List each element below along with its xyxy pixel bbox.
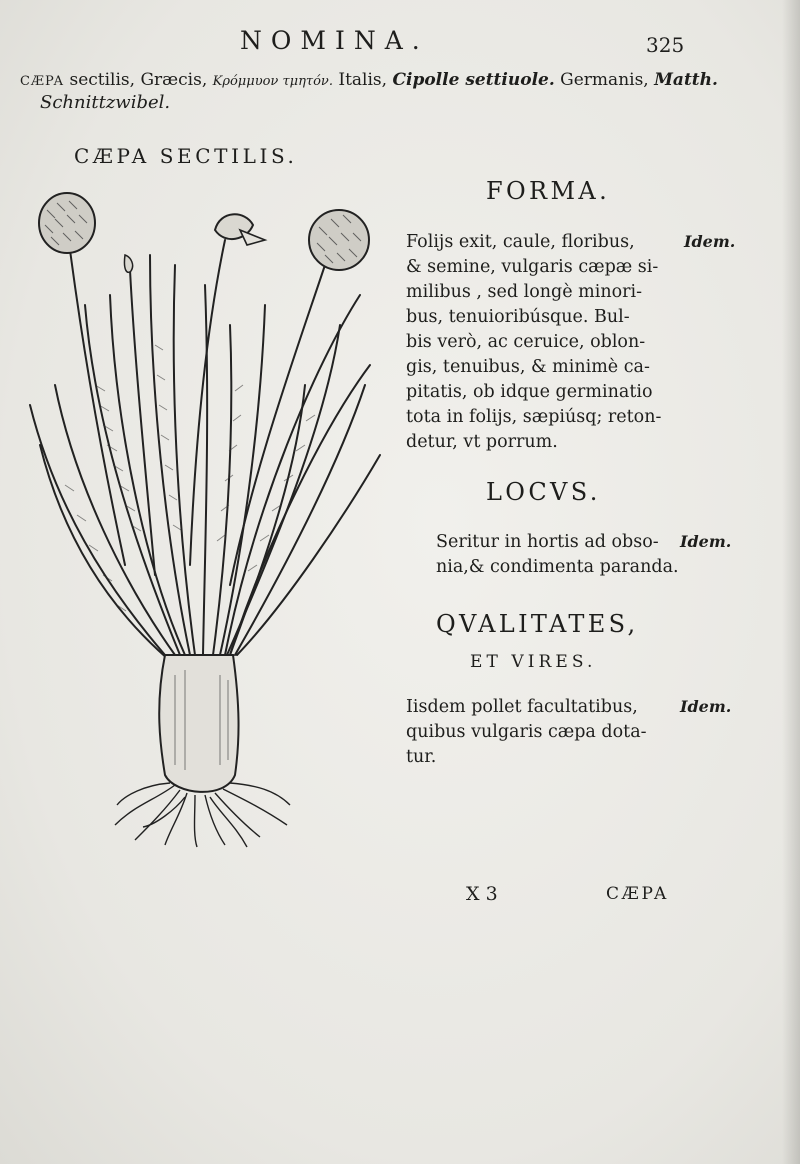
qualitates-subheading: ET VIRES. bbox=[470, 652, 597, 672]
margin-note-qualitates: Idem. bbox=[680, 697, 732, 716]
text-line: tota in folijs, sæpiúsq; reton- bbox=[406, 407, 662, 427]
flower-bud bbox=[215, 214, 265, 245]
text-line: pitatis, ob idque germinatio bbox=[406, 382, 653, 402]
signature-mark: X 3 bbox=[466, 883, 498, 905]
margin-note-forma: Idem. bbox=[684, 232, 736, 251]
text-line: tur. bbox=[406, 747, 437, 767]
forma-heading: FORMA. bbox=[486, 177, 611, 205]
source-note: Matth. bbox=[654, 70, 718, 90]
names-part3: Germanis, bbox=[554, 70, 655, 90]
text-line: nia,& condimenta paranda. bbox=[436, 557, 679, 577]
text-line: bus, tenuioribúsque. Bul- bbox=[406, 307, 630, 327]
margin-note-locus: Idem. bbox=[680, 532, 732, 551]
plant-names-line bbox=[20, 70, 718, 90]
locus-heading: LOCVS. bbox=[486, 478, 601, 506]
qualitates-paragraph bbox=[406, 695, 647, 770]
text-line: Iisdem pollet facultatibus, bbox=[406, 697, 638, 717]
page-number: 325 bbox=[646, 33, 685, 57]
text-line: detur, vt porrum. bbox=[406, 432, 558, 452]
text-line: Folijs exit, caule, floribus, bbox=[406, 232, 635, 252]
flower-head-left bbox=[39, 193, 95, 253]
italian-name: Cipolle settiuole. bbox=[392, 70, 555, 90]
qualitates-heading: QVALITATES, bbox=[436, 610, 639, 638]
german-name: Schnittzwibel. bbox=[40, 92, 171, 113]
text-line: & semine, vulgaris cæpæ si- bbox=[406, 257, 659, 277]
flower-head-right bbox=[309, 210, 369, 270]
text-line: gis, tenuibus, & minimè ca- bbox=[406, 357, 650, 377]
names-part2: Italis, bbox=[332, 70, 393, 90]
forma-paragraph bbox=[406, 230, 661, 455]
names-lead: CÆPA bbox=[20, 74, 65, 89]
small-bud bbox=[124, 255, 132, 272]
running-head-title: NOMINA. bbox=[240, 26, 429, 55]
text-line: bis verò, ac ceruice, oblon- bbox=[406, 332, 646, 352]
catchword: CÆPA bbox=[606, 884, 670, 904]
greek-name: Κρόμμυον τμητόν. bbox=[212, 74, 333, 89]
text-line: milibus , sed longè minori- bbox=[406, 282, 643, 302]
text-line: Seritur in hortis ad obso- bbox=[436, 532, 659, 552]
names-part1: sectilis, Græcis, bbox=[64, 70, 213, 90]
plant-title: CÆPA SECTILIS. bbox=[74, 144, 298, 168]
bulb bbox=[159, 655, 238, 792]
locus-paragraph bbox=[436, 530, 679, 580]
page-edge-shadow bbox=[782, 0, 800, 1164]
text-line: quibus vulgaris cæpa dota- bbox=[406, 722, 647, 742]
chive-plant-illustration bbox=[25, 185, 395, 855]
